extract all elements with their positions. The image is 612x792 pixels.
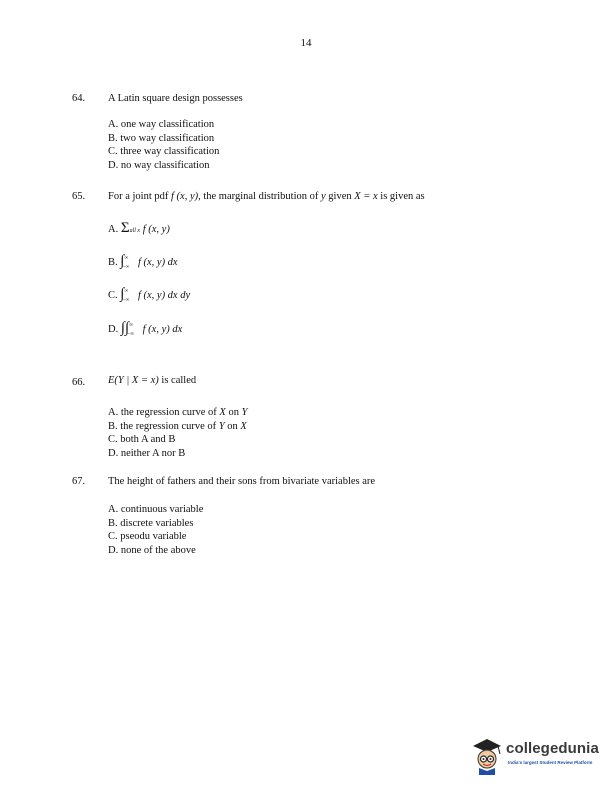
sum-subscript: all x [129, 228, 141, 234]
upper-limit: ∞ [124, 255, 129, 261]
q65-option-c [108, 288, 190, 305]
expression: f (x, y) dx [142, 324, 183, 335]
variable: X [240, 420, 247, 432]
q65-middle: , the marginal distribution of [198, 191, 319, 202]
option-d: D. no way classification [108, 159, 210, 171]
option-text: A. the regression curve of [108, 407, 217, 418]
q65-option-d [108, 322, 182, 339]
q65-given: given [328, 191, 352, 202]
option-b [108, 420, 247, 434]
lower-limit: −∞ [122, 297, 130, 303]
option-a: A. continuous variable [108, 504, 204, 515]
option-label: A. [108, 224, 119, 235]
option-c: C. both A and B [108, 434, 176, 446]
expression: f (x, y) [142, 224, 170, 235]
logo-tagline: India's largest Student Review Platform [508, 760, 593, 765]
question-67-text: The height of fathers and their sons from bivariate variables are [108, 476, 376, 487]
option-c: C. three way classification [108, 146, 220, 158]
integral-symbol: ∫ [120, 253, 125, 269]
expression: f (x, y) dx [137, 257, 178, 268]
student-mascot-icon [470, 737, 504, 775]
logo-wordmark: collegedunia [506, 740, 599, 757]
option-a [108, 406, 247, 420]
option-text: B. the regression curve of [108, 420, 217, 432]
question-64-text: A Latin square design possesses [108, 93, 243, 104]
option-d: D. neither A nor B [108, 447, 186, 459]
question-66-options [108, 406, 247, 460]
page-number: 14 [300, 37, 312, 49]
q65-prefix: For a joint pdf [108, 191, 169, 202]
variable: X [219, 407, 226, 418]
option-text: on [228, 407, 239, 418]
option-text: on [227, 420, 238, 432]
question-65-text [108, 191, 425, 202]
question-67-options [108, 503, 203, 557]
option-d: D. none of the above [108, 544, 196, 556]
option-label: C. [108, 290, 118, 301]
question-66-number: 66. [72, 377, 86, 388]
q65-option-a [108, 222, 170, 239]
q65-option-b [108, 255, 178, 272]
question-66-text [108, 375, 196, 386]
lower-limit: −∞ [126, 331, 135, 337]
q65-condition: X = x [354, 191, 378, 202]
expression: f (x, y) dx dy [137, 290, 191, 301]
question-64-options [108, 118, 219, 172]
option-c: C. pseodu variable [108, 531, 187, 543]
integral-symbol: ∫ [120, 286, 125, 302]
lower-limit: −∞ [122, 264, 130, 270]
sum-symbol: Σ [120, 220, 130, 236]
option-b: B. two way classification [108, 132, 215, 144]
q65-y: y [320, 191, 326, 202]
q66-expectation: E(Y | X = x) [108, 375, 159, 386]
variable: Y [218, 420, 225, 432]
question-64-number: 64. [72, 93, 86, 104]
upper-limit: ∞ [124, 288, 129, 294]
q65-fxy: f (x, y) [171, 191, 199, 202]
collegedunia-logo[interactable] [470, 737, 610, 777]
option-b: B. discrete variables [108, 517, 194, 529]
q65-suffix: is given as [380, 191, 425, 202]
q66-suffix: is called [161, 375, 197, 386]
option-label: D. [108, 324, 119, 335]
upper-limit: ∞ [129, 322, 133, 328]
question-67-number: 67. [72, 476, 86, 487]
question-65-number: 65. [72, 191, 86, 202]
option-a: A. one way classification [108, 119, 215, 130]
double-integral-symbol: ∫∫ [120, 320, 130, 336]
option-label: B. [108, 257, 118, 268]
variable: Y [241, 407, 248, 418]
